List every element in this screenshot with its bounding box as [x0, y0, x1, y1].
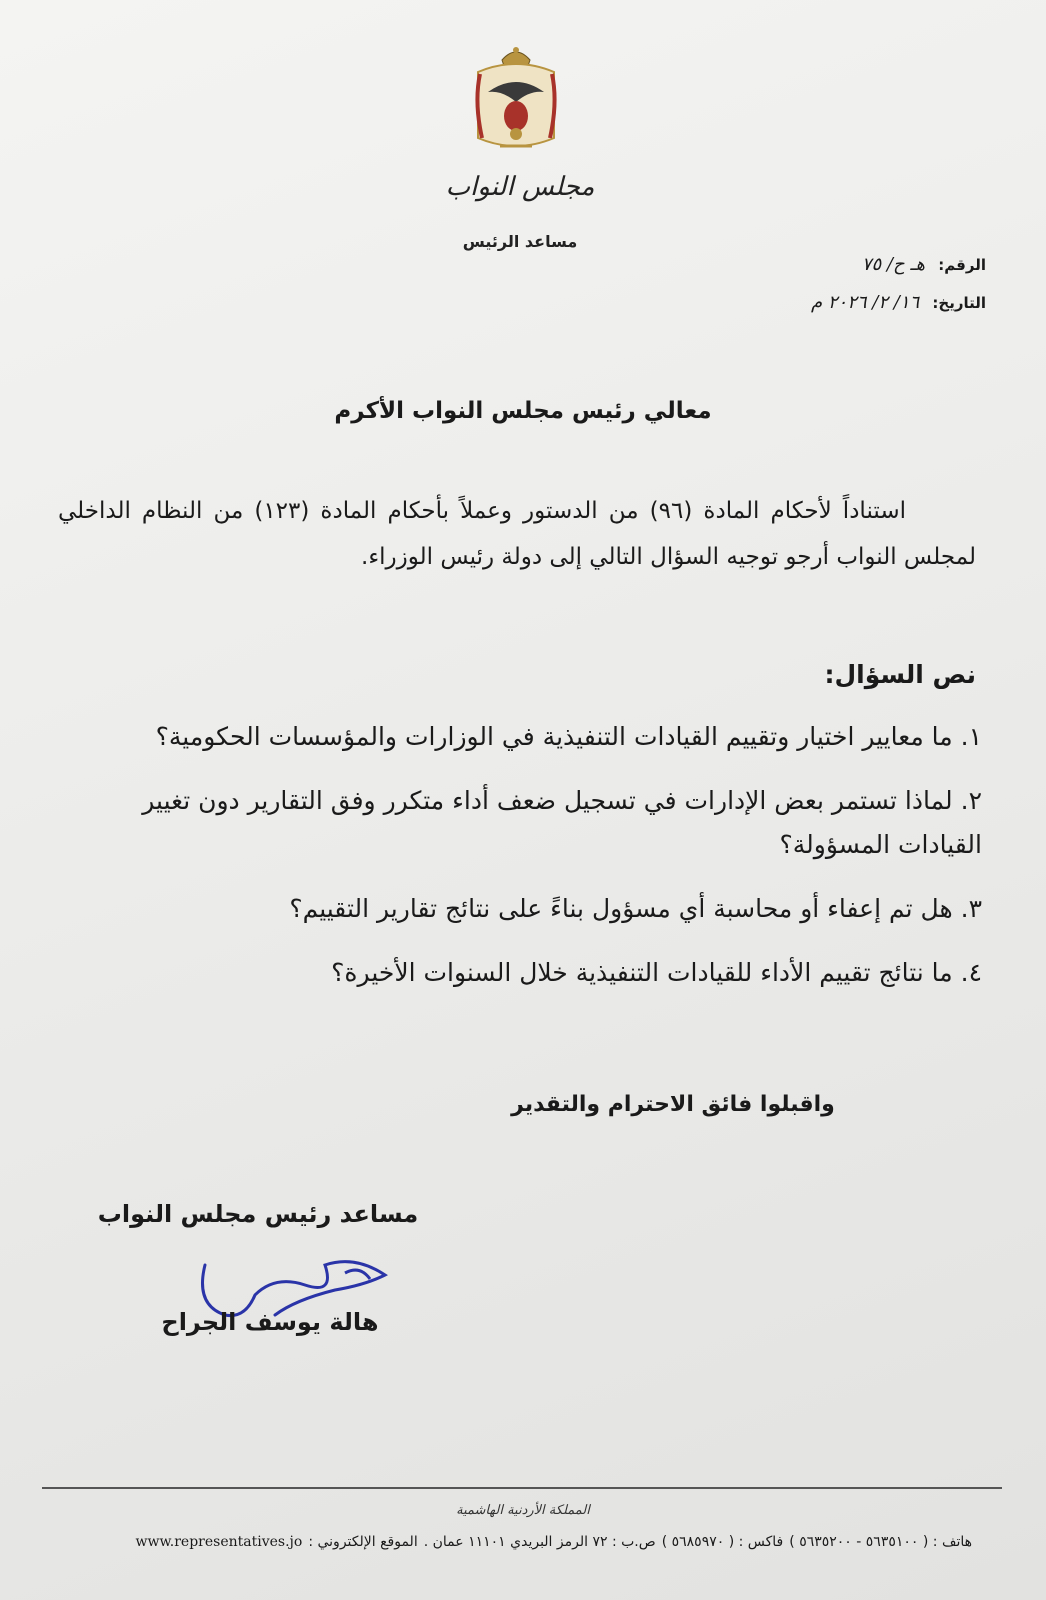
footer-divider — [42, 1487, 1002, 1489]
signer-title: مساعد رئيس مجلس النواب — [97, 1200, 419, 1228]
jordan-coat-of-arms-icon — [470, 42, 562, 160]
salutation: معالي رئيس مجلس النواب الأكرم — [334, 398, 712, 424]
intro-paragraph: استناداً لأحكام المادة (٩٦) من الدستور وعملاً بأحكام المادة (١٢٣) من النظام الداخلي لمجلس النواب أرجو توجيه السؤال التالي إلى دولة رئيس الوزراء. — [58, 498, 976, 570]
questions-list — [60, 715, 982, 1015]
footer-po-box: ص.ب : ٧٢ الرمز البريدي ١١١٠١ عمان . — [423, 1534, 656, 1550]
question-item: ١. ما معايير اختيار وتقييم القيادات التنفيذية في الوزارات والمؤسسات الحكومية؟ — [155, 722, 982, 751]
question-item: ٣. هل تم إعفاء أو محاسبة أي مسؤول بناءً على نتائج تقارير التقييم؟ — [289, 894, 982, 923]
closing-line: واقبلوا فائق الاحترام والتقدير — [511, 1092, 835, 1117]
date-value: ١٦/ ٢/ ٢٠٢٦ م — [811, 292, 920, 313]
footer-website-link[interactable]: www.representatives.jo — [135, 1534, 303, 1550]
reference-value: هـ ح/ ٧٥ — [861, 254, 926, 275]
questions-heading: نص السؤال: — [824, 660, 976, 689]
footer-website-label: الموقع الإلكتروني : — [308, 1534, 418, 1550]
letter-date — [811, 292, 986, 313]
council-name-logo: مجلس النواب — [445, 172, 595, 202]
office-title: مساعد الرئيس — [462, 232, 578, 251]
footer-phone: هاتف : ( ٥٦٣٥١٠٠ - ٥٦٣٥٢٠٠ ) — [789, 1534, 972, 1550]
reference-label: الرقم: — [938, 256, 986, 274]
question-item: ٢. لماذا تستمر بعض الإدارات في تسجيل ضعف أداء متكرر وفق التقارير دون تغيير القيادات المسؤولة؟ — [142, 786, 982, 859]
footer-contacts — [74, 1534, 972, 1550]
date-label: التاريخ: — [932, 294, 986, 312]
signer-name: هالة يوسف الجراح — [161, 1308, 379, 1336]
footer-country-logo: المملكة الأردنية الهاشمية — [456, 1503, 590, 1518]
question-item: ٤. ما نتائج تقييم الأداء للقيادات التنفيذية خلال السنوات الأخيرة؟ — [331, 958, 982, 987]
footer-fax: فاكس : ( ٥٦٨٥٩٧٠ ) — [661, 1534, 784, 1550]
reference-number — [862, 254, 986, 275]
